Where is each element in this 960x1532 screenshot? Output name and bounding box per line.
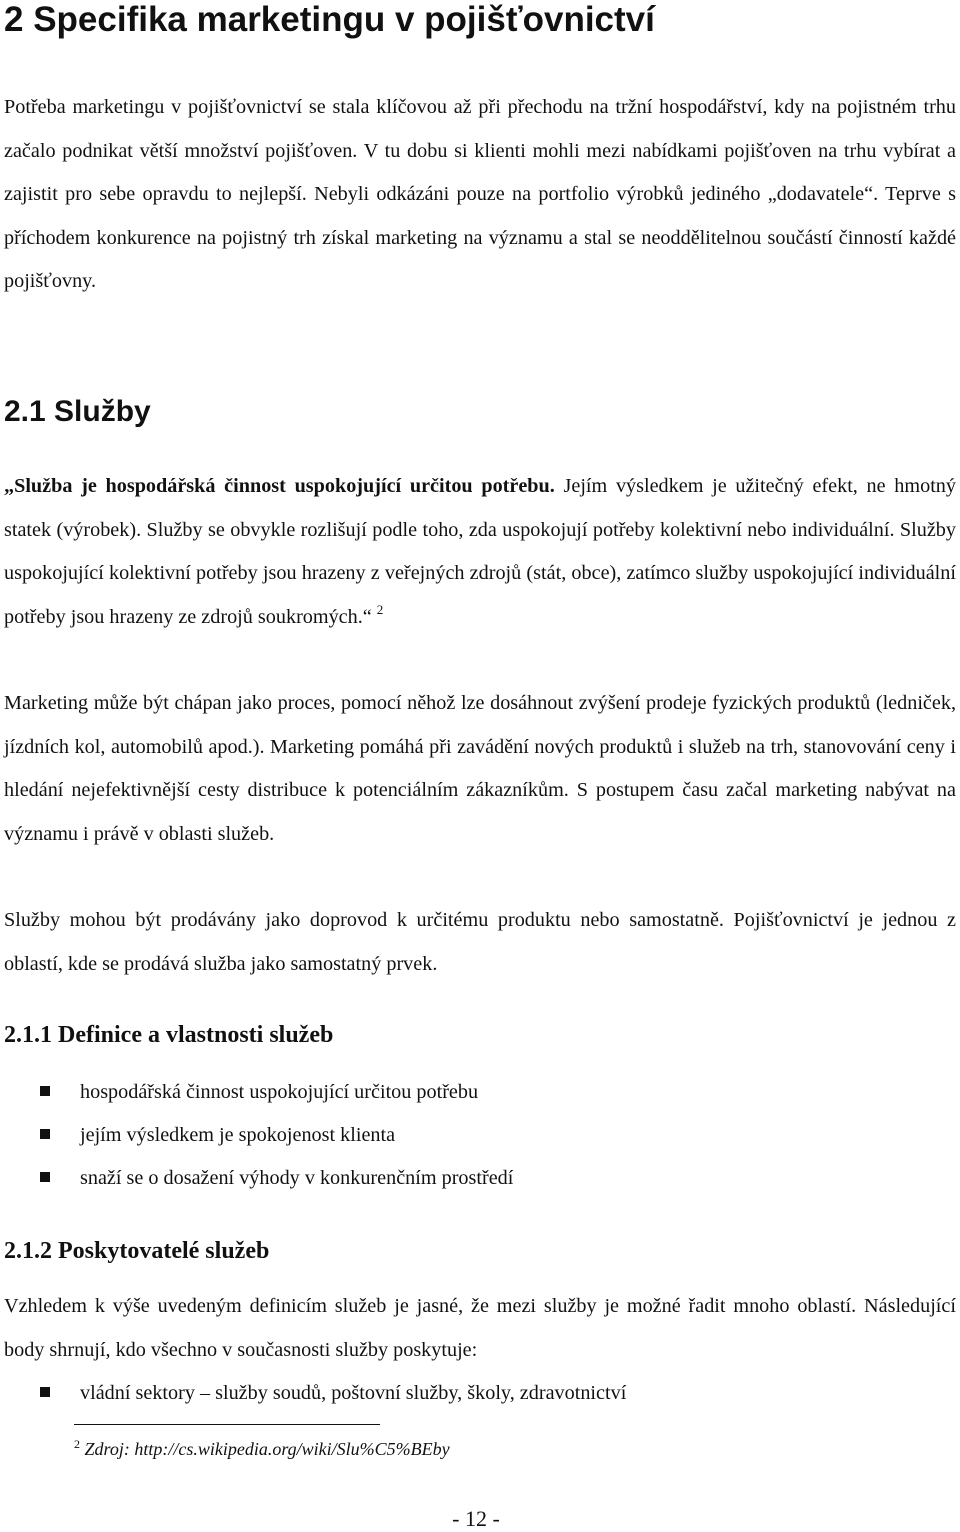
chapter-title: 2 Specifika marketingu v pojišťovnictví xyxy=(4,0,655,39)
footnote-number: 2 xyxy=(74,1437,80,1451)
footnote-separator xyxy=(74,1424,380,1425)
square-bullet-icon xyxy=(40,1129,50,1139)
services-paragraph-text: Jejím výsledkem je užitečný efekt, ne hmotný statek (výrobek). Služby se obvykle rozlišují podle toho, zda uspokojují potřeby kolektivní nebo individuální. Služby uspokojující kolektivní potřeby jsou hrazeny z veřejných zdrojů (stát, obce), zatímco služby uspokojující individuální potřeby jsou hrazeny ze zdrojů soukromých.“ xyxy=(4,475,956,628)
sales-paragraph: Služby mohou být prodávány jako doprovod k určitému produktu nebo samostatně. Pojišťovnictví je jednou z oblastí, kde se prodává služba jako samostatný prvek. xyxy=(4,909,956,975)
footnote-text[interactable]: Zdroj: http://cs.wikipedia.org/wiki/Slu%C5%BEby xyxy=(84,1439,450,1459)
providers-paragraph: Vzhledem k výše uvedeným definicím služeb je jasné, že mezi služby je možné řadit mnoho oblastí. Následující body shrnují, kdo všechno v současnosti služby poskytuje: xyxy=(4,1295,956,1361)
subsection-definitions-title: 2.1.1 Definice a vlastnosti služeb xyxy=(4,1022,334,1048)
intro-paragraph: Potřeba marketingu v pojišťovnictví se stala klíčovou až při přechodu na tržní hospodářství, kdy na pojistném trhu začalo podnikat větší množství pojišťoven. V tu dobu si klienti mohli mezi nabídkami pojišťoven na trhu vybírat a zajistit pro sebe opravdu to nejlepší. Nebyli odkázáni pouze na portfolio výrobků jediného „dodavatele“. Teprve s příchodem konkurence na pojistný trh získal marketing na významu a stal se neoddělitelnou součástí činností každé pojišťovny. xyxy=(4,96,956,293)
footnote xyxy=(74,1436,450,1462)
providers-list xyxy=(4,1372,956,1415)
square-bullet-icon xyxy=(40,1086,50,1096)
marketing-paragraph: Marketing může být chápan jako proces, pomocí něhož lze dosáhnout zvýšení prodeje fyzických produktů (ledniček, jízdních kol, automobilů apod.). Marketing pomáhá při zavádění nových produktů i služeb na trh, stanovování ceny i hledání nejefektivnější cesty distribuce k potenciálním zákazníkům. S postupem času začal marketing nabývat na významu i právě v oblasti služeb. xyxy=(4,692,956,845)
list-item: jejím výsledkem je spokojenost klienta xyxy=(4,1114,956,1157)
list-item: vládní sektory – služby soudů, poštovní služby, školy, zdravotnictví xyxy=(4,1372,956,1415)
subsection-providers-title: 2.1.2 Poskytovatelé služeb xyxy=(4,1238,270,1264)
definitions-list xyxy=(4,1071,956,1200)
section-title: 2.1 Služby xyxy=(4,395,151,428)
square-bullet-icon xyxy=(40,1387,50,1397)
services-paragraph xyxy=(4,465,956,639)
square-bullet-icon xyxy=(40,1172,50,1182)
services-definition-quote: „Služba je hospodářská činnost uspokojující určitou potřebu. xyxy=(4,475,555,497)
footnote-reference[interactable]: 2 xyxy=(376,601,384,617)
list-item: hospodářská činnost uspokojující určitou potřebu xyxy=(4,1071,956,1114)
page-number: - 12 - xyxy=(452,1506,500,1531)
list-item: snaží se o dosažení výhody v konkurenčním prostředí xyxy=(4,1157,956,1200)
